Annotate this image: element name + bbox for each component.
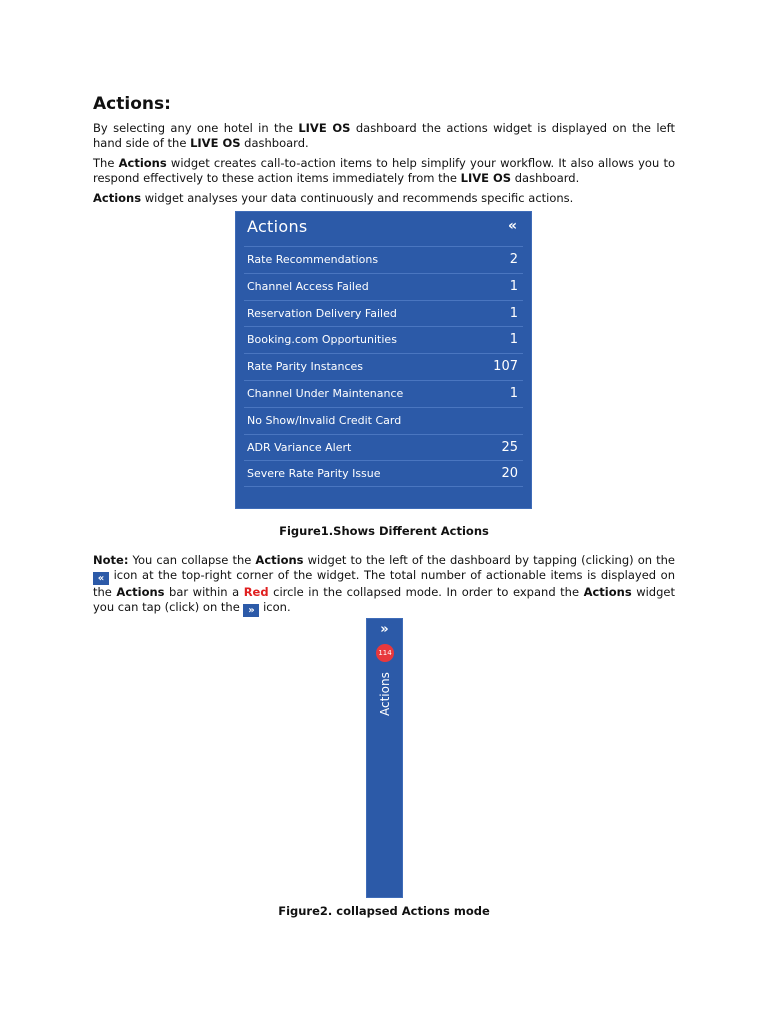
action-row-rate-recommendations[interactable] [244,246,523,273]
note-text-d: icon at the top-right corner of the widget. The total number of actionable items is displayed on the [93,568,675,599]
note-actions-3: Actions [583,585,632,599]
actions-widget-title: Actions [247,217,308,236]
para2-actions: Actions [118,156,167,170]
collapse-chevron-icon: « [93,572,109,585]
action-row-channel-access-failed[interactable] [244,273,523,300]
action-row-adr-variance-alert[interactable] [244,434,523,461]
actions-widget-header [236,212,531,244]
action-label: Channel Access Failed [247,279,369,293]
para1-text-a: By selecting any one hotel in the [93,121,299,135]
figure1-caption: Figure1.Shows Different Actions [279,524,489,538]
note-actions-2: Actions [116,585,165,599]
action-label: Rate Parity Instances [247,360,364,374]
para3-actions: Actions [93,191,142,205]
para2-live-os: LIVE OS [460,171,512,185]
collapse-chevron-icon[interactable]: « [507,218,517,234]
action-row-channel-under-maintenance[interactable] [244,380,523,407]
collapsed-actions-label: Actions [378,672,392,716]
action-row-severe-rate-parity-issue[interactable] [244,460,523,487]
para2-text-a: The [93,156,119,170]
actions-list [244,246,523,487]
action-row-rate-parity-instances[interactable] [244,353,523,380]
action-label: Severe Rate Parity Issue [247,467,381,481]
note-text-k: icon. [259,600,291,614]
action-count: 2 [509,252,518,267]
action-label: Channel Under Maintenance [247,386,404,400]
section-heading: Actions: [93,94,171,114]
action-count: 1 [509,278,518,294]
expand-chevron-icon[interactable]: » [380,622,389,637]
intro-paragraph [93,121,675,151]
note-text-c: widget to the left of the dashboard by tapping (clicking) on the [303,553,675,567]
para3-text-b: widget analyses your data continuously and recommends specific actions. [141,191,574,205]
note-paragraph [93,553,675,617]
note-text-h: circle in the collapsed mode. In order to expand the [268,585,584,599]
note-red-word: Red [243,585,269,599]
action-count: 20 [501,466,518,482]
para1-text-c: dashboard the actions widget is displayed on the left hand side of the [93,121,675,150]
action-label: Booking.com Opportunities [247,333,397,347]
action-row-booking-opportunities[interactable] [244,326,523,353]
action-count: 1 [509,332,518,348]
action-count-badge: 114 [376,644,394,662]
action-row-reservation-delivery-failed[interactable] [244,300,523,327]
action-row-no-show-invalid-card[interactable] [244,407,523,434]
action-count: 107 [493,359,518,375]
note-text-a: You can collapse the [128,553,256,567]
action-count: 1 [509,305,518,321]
para1-text-e: dashboard. [240,136,309,150]
note-label: Note: [93,553,129,567]
widget-description-paragraph [93,156,675,186]
action-label: ADR Variance Alert [247,440,352,454]
para1-live-os-2: LIVE OS [190,136,241,150]
para2-text-c: widget creates call-to-action items to help simplify your workflow. It also allows you to respond effectively to these action items immediately from the [93,156,675,185]
figure2-caption: Figure2. collapsed Actions mode [278,904,490,918]
action-label: Rate Recommendations [247,253,379,266]
note-text-f: bar within a [164,585,244,599]
action-label: No Show/Invalid Credit Card [247,413,402,427]
note-text-j: widget you can tap (click) on the [93,585,675,614]
collapsed-actions-bar[interactable] [366,618,403,898]
expand-chevron-icon: » [243,604,259,617]
action-label: Reservation Delivery Failed [247,306,397,320]
para2-text-e: dashboard. [511,171,580,185]
note-actions-1: Actions [255,553,304,567]
action-count: 1 [509,385,518,401]
actions-widget [235,211,532,509]
action-count: 25 [501,439,518,455]
para1-live-os-1: LIVE OS [298,121,351,135]
analysis-paragraph [93,191,675,206]
